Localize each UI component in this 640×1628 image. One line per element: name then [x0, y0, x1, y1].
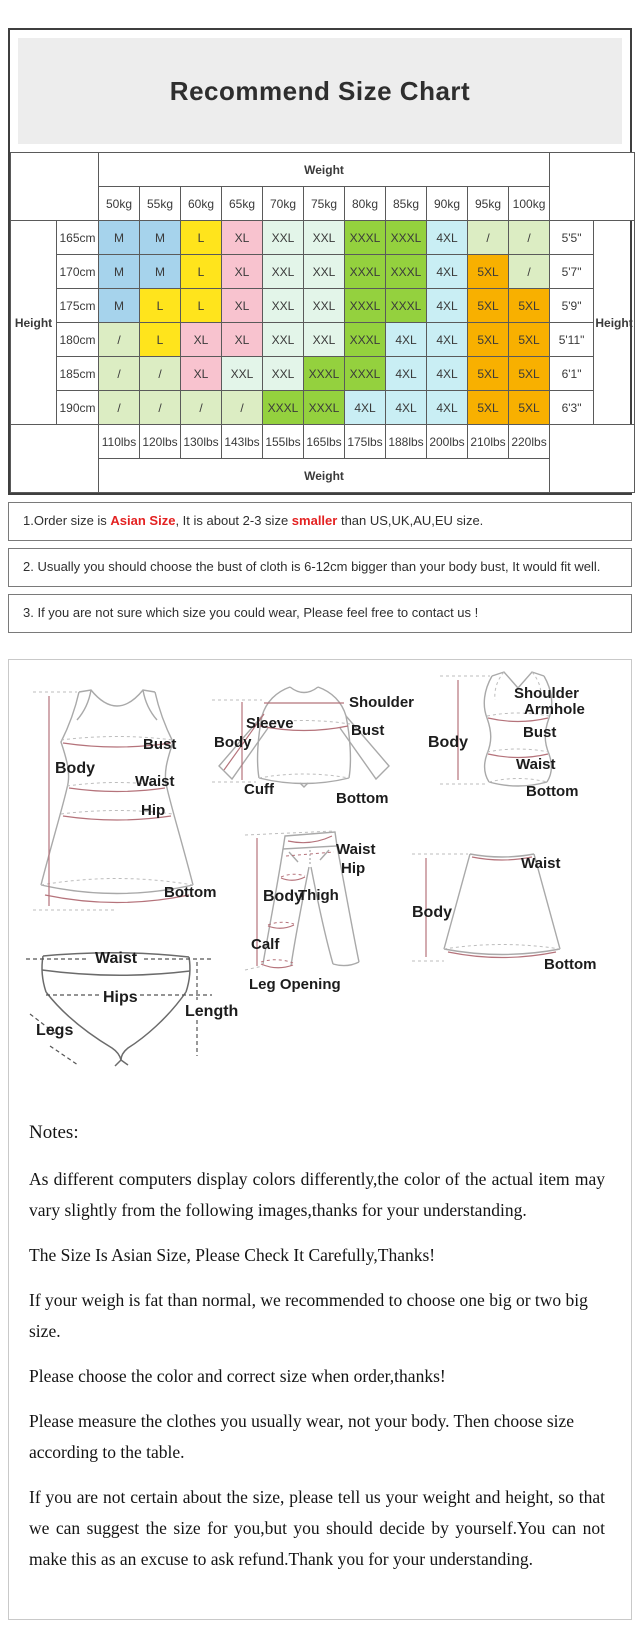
kg-label: 95kg: [468, 187, 509, 221]
size-cell: /: [99, 391, 140, 425]
size-cell: 4XL: [427, 221, 468, 255]
size-cell: XL: [222, 255, 263, 289]
kg-label: 55kg: [140, 187, 181, 221]
size-cell: 5XL: [468, 323, 509, 357]
size-cell: XXXL: [386, 289, 427, 323]
skirt-bottom-label: Bottom: [544, 956, 597, 973]
order-note-text: , It is about 2-3 size: [175, 513, 292, 528]
vest-bust-label: Bust: [523, 724, 557, 741]
lbs-label: 143lbs: [222, 425, 263, 459]
size-cell: /: [468, 221, 509, 255]
kg-label: 70kg: [263, 187, 304, 221]
lbs-label: 120lbs: [140, 425, 181, 459]
size-cell: 4XL: [427, 289, 468, 323]
order-note: [8, 548, 632, 587]
order-note-text: Asian Size: [110, 513, 176, 528]
size-cell: 5XL: [509, 323, 550, 357]
size-cell: XXXL: [386, 221, 427, 255]
shirt-bust-label: Bust: [351, 722, 385, 739]
order-note-text: 1.Order size is: [23, 513, 111, 528]
size-cell: 4XL: [427, 391, 468, 425]
size-cell: 4XL: [427, 357, 468, 391]
size-cell: 5XL: [468, 289, 509, 323]
vest-body-label: Body: [428, 734, 468, 751]
height-ft: 5'5": [550, 221, 594, 255]
pants-thigh-label: Thigh: [298, 887, 339, 904]
kg-label: 65kg: [222, 187, 263, 221]
size-cell: M: [140, 221, 181, 255]
size-cell: M: [99, 255, 140, 289]
lbs-label: 130lbs: [181, 425, 222, 459]
pants-hip-label: Hip: [341, 860, 366, 877]
kg-label: 50kg: [99, 187, 140, 221]
briefs-hips-label: Hips: [103, 989, 138, 1006]
height-row: [11, 323, 635, 357]
size-table: [10, 152, 635, 493]
size-cell: M: [99, 221, 140, 255]
notes-heading: Notes:: [29, 1122, 79, 1143]
lbs-label: 188lbs: [386, 425, 427, 459]
size-cell: XXXL: [345, 221, 386, 255]
size-cell: XXL: [263, 357, 304, 391]
notes-paragraph: If your weigh is fat than normal, we recommended to choose one big or two big size.: [29, 1290, 588, 1341]
weight-header-top: Weight: [99, 153, 550, 187]
corner-bottom-left: [11, 425, 99, 493]
vest-armhole-label: Armhole: [524, 701, 585, 718]
size-cell: /: [509, 221, 550, 255]
size-cell: 5XL: [468, 255, 509, 289]
skirt-body-label: Body: [412, 904, 452, 921]
height-row: [11, 357, 635, 391]
notes-paragraph: Please choose the color and correct size when order,thanks!: [29, 1366, 446, 1386]
lbs-label: 110lbs: [99, 425, 140, 459]
size-cell: XL: [222, 323, 263, 357]
order-note-text: 2. Usually you should choose the bust of cloth is 6-12cm bigger than your body bust, It would fit well.: [23, 559, 601, 574]
lbs-label: 210lbs: [468, 425, 509, 459]
size-cell: XXXL: [345, 289, 386, 323]
shirt-shoulder-label: Shoulder: [349, 694, 415, 711]
size-cell: XXXL: [304, 357, 345, 391]
height-ft: 5'7": [550, 255, 594, 289]
height-ft: 6'3": [550, 391, 594, 425]
lbs-label: 200lbs: [427, 425, 468, 459]
size-cell: XXL: [304, 289, 345, 323]
kg-label: 80kg: [345, 187, 386, 221]
briefs-legs-label: Legs: [36, 1022, 74, 1039]
size-cell: /: [140, 391, 181, 425]
height-ft: 5'9": [550, 289, 594, 323]
size-table-rows: [11, 153, 635, 493]
size-cell: /: [99, 357, 140, 391]
size-cell: XXXL: [304, 391, 345, 425]
recommend-size-chart-section: [8, 28, 632, 495]
size-cell: XXXL: [345, 357, 386, 391]
size-cell: XL: [222, 221, 263, 255]
size-cell: 5XL: [509, 357, 550, 391]
corner-bottom-right: [550, 425, 635, 493]
skirt-waist-label: Waist: [521, 855, 561, 872]
chart-title: Recommend Size Chart: [18, 38, 622, 144]
size-cell: /: [222, 391, 263, 425]
size-cell: XXL: [263, 221, 304, 255]
size-cell: 4XL: [345, 391, 386, 425]
size-cell: 4XL: [427, 323, 468, 357]
shirt-cuff-label: Cuff: [244, 781, 274, 798]
kg-label: 100kg: [509, 187, 550, 221]
kg-row: [11, 187, 635, 221]
lbs-label: 175lbs: [345, 425, 386, 459]
height-label-right: Height: [594, 221, 635, 425]
size-cell: 5XL: [468, 391, 509, 425]
lbs-label: 165lbs: [304, 425, 345, 459]
size-cell: L: [181, 289, 222, 323]
dress-waist-label: Waist: [135, 773, 175, 790]
height-cm: 165cm: [57, 221, 99, 255]
measurement-diagrams: [9, 660, 631, 1072]
height-row: [11, 255, 635, 289]
pants-body-label: Body: [263, 888, 303, 905]
size-cell: XXXL: [386, 255, 427, 289]
size-cell: M: [140, 255, 181, 289]
size-cell: XXL: [263, 255, 304, 289]
notes-section: [9, 1072, 631, 1619]
size-cell: L: [181, 255, 222, 289]
size-cell: XXL: [263, 289, 304, 323]
weight-header-bottom: Weight: [99, 459, 550, 493]
order-note-text: 3. If you are not sure which size you could wear, Please feel free to contact us !: [23, 605, 479, 620]
size-cell: XXL: [263, 323, 304, 357]
dress-bottom-label: Bottom: [164, 884, 217, 901]
size-cell: 4XL: [427, 255, 468, 289]
vest-shoulder-label: Shoulder: [514, 685, 580, 702]
size-cell: 4XL: [386, 357, 427, 391]
notes-paragraph: The Size Is Asian Size, Please Check It Carefully,Thanks!: [29, 1245, 436, 1265]
size-cell: L: [140, 289, 181, 323]
height-cm: 170cm: [57, 255, 99, 289]
corner-top-left: [11, 153, 99, 221]
dress-hip-label: Hip: [141, 802, 166, 819]
size-cell: XL: [181, 357, 222, 391]
vest-waist-label: Waist: [516, 756, 556, 773]
weight-bottom-row: [11, 459, 635, 493]
height-cm: 180cm: [57, 323, 99, 357]
size-cell: 4XL: [386, 323, 427, 357]
size-cell: XXXL: [263, 391, 304, 425]
corner-top-right: [550, 153, 635, 221]
size-cell: 5XL: [509, 391, 550, 425]
kg-label: 60kg: [181, 187, 222, 221]
size-cell: XXL: [304, 221, 345, 255]
size-cell: XL: [181, 323, 222, 357]
height-row: [11, 221, 635, 255]
height-cm: 175cm: [57, 289, 99, 323]
height-label-left: Height: [11, 221, 57, 425]
size-cell: 4XL: [386, 391, 427, 425]
order-note: [8, 594, 632, 633]
briefs-length-label: Length: [185, 1003, 239, 1020]
height-ft: 5'11": [550, 323, 594, 357]
vest-bottom-label: Bottom: [526, 783, 579, 800]
dress-bust-label: Bust: [143, 736, 177, 753]
briefs-waist-label: Waist: [95, 950, 138, 967]
size-cell: /: [99, 323, 140, 357]
pants-calf-label: Calf: [251, 936, 280, 953]
height-ft: 6'1": [550, 357, 594, 391]
vest-diagram: [406, 660, 633, 796]
size-cell: XXL: [304, 323, 345, 357]
height-cm: 190cm: [57, 391, 99, 425]
skirt-diagram: [396, 813, 631, 971]
size-cell: XL: [222, 289, 263, 323]
size-cell: M: [99, 289, 140, 323]
kg-label: 75kg: [304, 187, 345, 221]
pants-leg-opening-label: Leg Opening: [249, 976, 341, 993]
shirt-sleeve-label: Sleeve: [246, 715, 294, 732]
notes-paragraph: As different computers display colors differently,the color of the actual item may vary slightly from the following images,thanks for your understanding.: [29, 1169, 605, 1220]
order-note-text: than US,UK,AU,EU size.: [337, 513, 484, 528]
kg-label: 85kg: [386, 187, 427, 221]
size-cell: 5XL: [468, 357, 509, 391]
height-cm: 185cm: [57, 357, 99, 391]
size-cell: L: [181, 221, 222, 255]
size-chart-page: [0, 28, 640, 1620]
weight-top-row: [11, 153, 635, 187]
size-cell: XXL: [304, 255, 345, 289]
dress-body-label: Body: [55, 760, 95, 777]
height-row: [11, 391, 635, 425]
size-cell: /: [509, 255, 550, 289]
lbs-label: 155lbs: [263, 425, 304, 459]
order-note: [8, 502, 632, 541]
lbs-label: 220lbs: [509, 425, 550, 459]
kg-label: 90kg: [427, 187, 468, 221]
size-cell: XXL: [222, 357, 263, 391]
order-note-text: smaller: [291, 513, 338, 528]
notes-paragraph: Please measure the clothes you usually wear, not your body. Then choose size according to the table.: [29, 1411, 575, 1462]
shirt-bottom-label: Bottom: [336, 790, 389, 807]
height-row: [11, 289, 635, 323]
notes-paragraph: If you are not certain about the size, please tell us your weight and height, so that we can suggest the size for you,but you should decide by yourself.You can not make this as an excuse to ask refund.Thank you for your understanding.: [29, 1487, 605, 1569]
size-cell: L: [140, 323, 181, 357]
shirt-body-label: Body: [214, 734, 252, 751]
size-cell: XXXL: [345, 323, 386, 357]
size-cell: XXXL: [345, 255, 386, 289]
order-notes: [0, 502, 640, 633]
measurement-section: [8, 659, 632, 1620]
size-cell: /: [181, 391, 222, 425]
size-cell: 5XL: [509, 289, 550, 323]
pants-waist-label: Waist: [336, 841, 376, 858]
size-cell: /: [140, 357, 181, 391]
lbs-row: [11, 425, 635, 459]
